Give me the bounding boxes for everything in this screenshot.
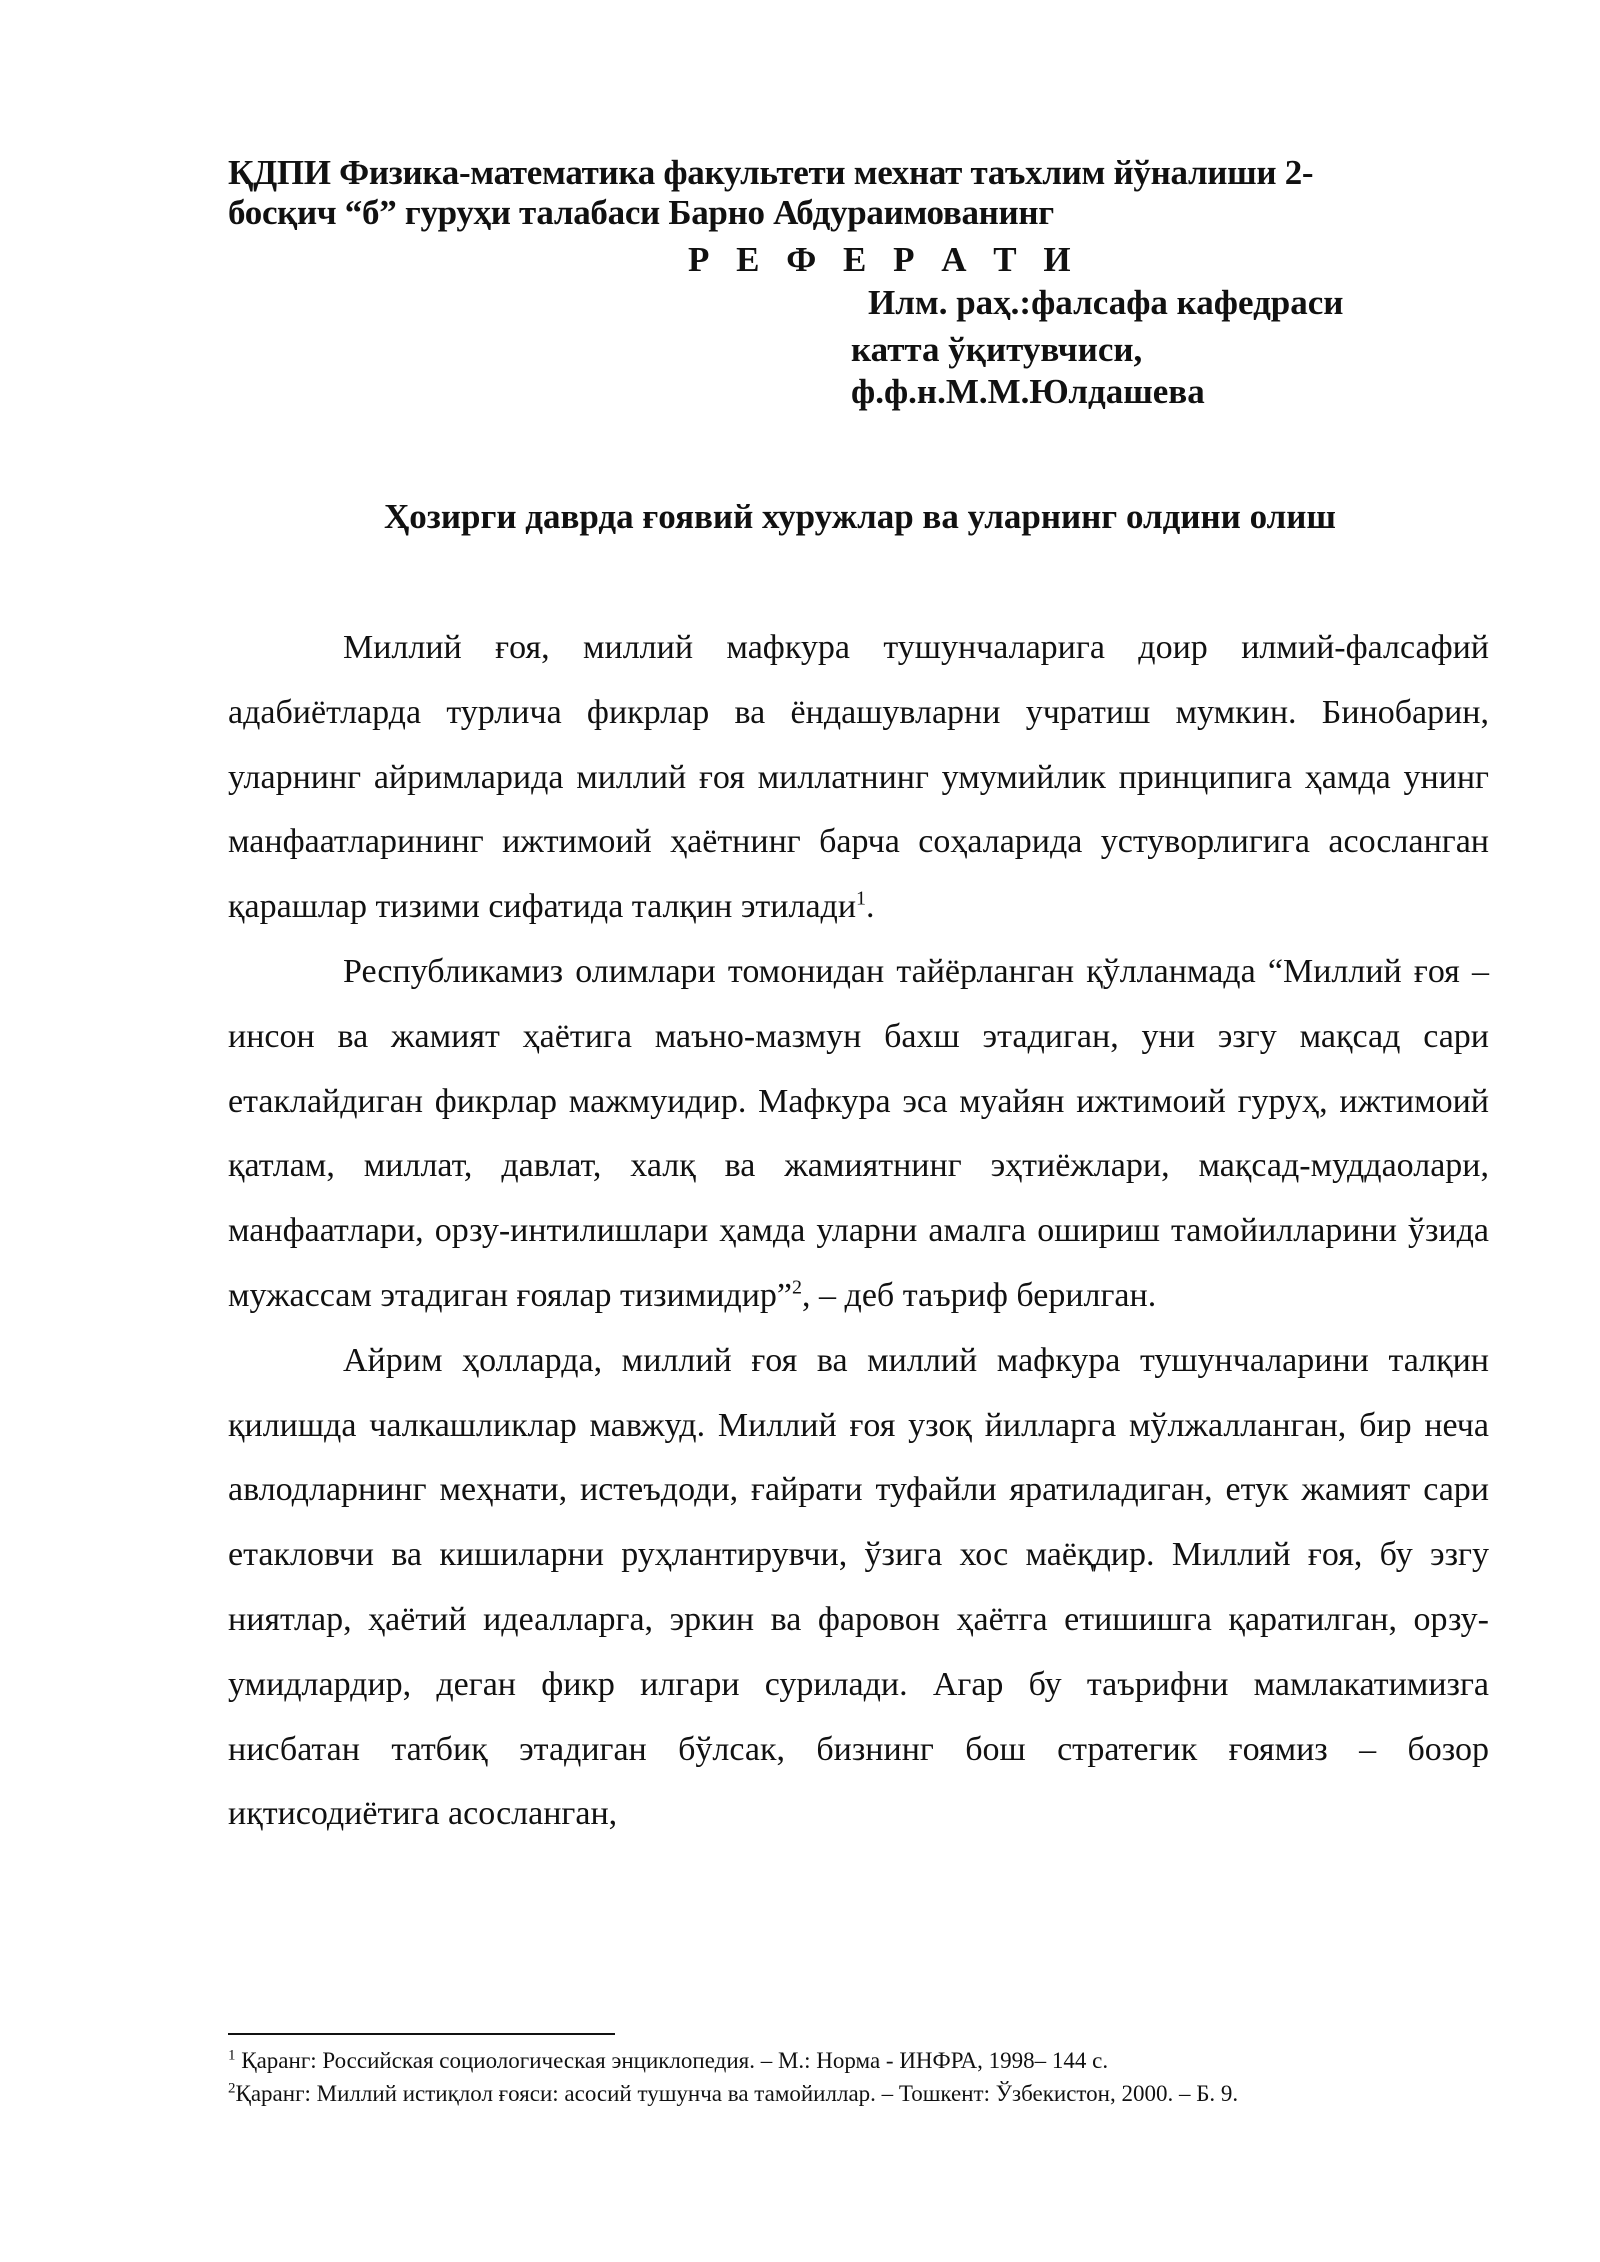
- footnotes: [228, 2044, 1238, 2110]
- supervisor-line-1: Илм. раҳ.:фалсафа кафедраси: [868, 283, 1344, 322]
- paragraph-2-end: , – деб таъриф берилган.: [802, 1276, 1157, 1314]
- topic-title: Ҳозирги даврда ғоявий хуружлар ва уларнинг олдини олиш: [384, 497, 1336, 536]
- footnote-2-number: 2: [228, 2080, 236, 2097]
- paragraph-1-end: .: [866, 888, 875, 926]
- footnote-1-number: 1: [228, 2047, 236, 2064]
- footnote-ref-1: 1: [856, 887, 867, 910]
- footnote-2: [228, 2077, 1238, 2110]
- paragraph-1: [228, 616, 1489, 940]
- body-text: [228, 616, 1489, 1847]
- header-line-1: ҚДПИ Физика-математика факультети мехнат таъхлим йўналиши 2-: [228, 153, 1314, 192]
- paragraph-2-text: Республикамиз олимлари томонидан тайёрланган қўлланмада “Миллий ғоя – инсон ва жамият ҳаётига маъно-мазмун бахш этадиган, уни эзгу мақсад сари етаклайдиган фикрлар мажмуидир. Мафкура эса муайян ижтимоий гуруҳ, ижтимоий қатлам, миллат, давлат, халқ ва жамиятнинг эҳтиёжлари, мақсад-муддаолари, манфаатлари, орзу-интилишлари ҳамда уларни амалга ошириш тамойилларини ўзида мужассам этадиган ғоялар тизимидир”: [228, 952, 1489, 1314]
- paragraph-3-text: Айрим ҳолларда, миллий ғоя ва миллий мафкура тушунчаларини талқин қилишда чалкашликлар мавжуд. Миллий ғоя узоқ йилларга мўлжалланган, бир неча авлодларнинг меҳнати, истеъдоди, ғайрати туфайли яратиладиган, етук жамият сари етакловчи ва кишиларни руҳлантирувчи, ўзига хос маёқдир. Миллий ғоя, бу эзгу ниятлар, ҳаётий идеалларга, эркин ва фаровон ҳаётга етишишга қаратилган, орзу-умидлардир, деган фикр илгари сурилади. Агар бу таърифни мамлакатимизга нисбатан татбиқ этадиган бўлсак, бизнинг бош стратегик ғоямиз – бозор иқтисодиётига асосланган,: [228, 1341, 1489, 1833]
- paragraph-3: [228, 1329, 1489, 1847]
- footnote-1-text: Қаранг: Российская социологическая энциклопедия. – М.: Норма - ИНФРА, 1998– 144 с.: [235, 2048, 1109, 2073]
- supervisor-line-3: ф.ф.н.М.М.Юлдашева: [851, 372, 1205, 411]
- paragraph-2: [228, 940, 1489, 1329]
- footnote-2-text: Қаранг: Миллий истиқлол ғояси: асосий тушунча ва тамойиллар. – Тошкент: Ўзбекистон, 2000. – Б. 9.: [235, 2081, 1239, 2106]
- footnote-divider: [228, 2033, 615, 2035]
- header-line-2: босқич “б” гуруҳи талабаси Барно Абдураимованинг: [228, 193, 1054, 232]
- footnote-ref-2: 2: [792, 1276, 803, 1299]
- supervisor-line-2: катта ўқитувчиси,: [851, 330, 1143, 369]
- referat-title: Р Е Ф Е Р А Т И: [688, 240, 1080, 279]
- paragraph-1-text: Миллий ғоя, миллий мафкура тушунчаларига доир илмий-фалсафий адабиётларда турлича фикрлар ва ёндашувларни учратиш мумкин. Бинобарин, уларнинг айримларида миллий ғоя миллатнинг умумийлик принципига ҳамда унинг манфаатларининг ижтимоий ҳаётнинг барча соҳаларида устуворлигига асосланган қарашлар тизими сифатида талқин этилади: [228, 629, 1489, 926]
- footnote-1: [228, 2044, 1238, 2077]
